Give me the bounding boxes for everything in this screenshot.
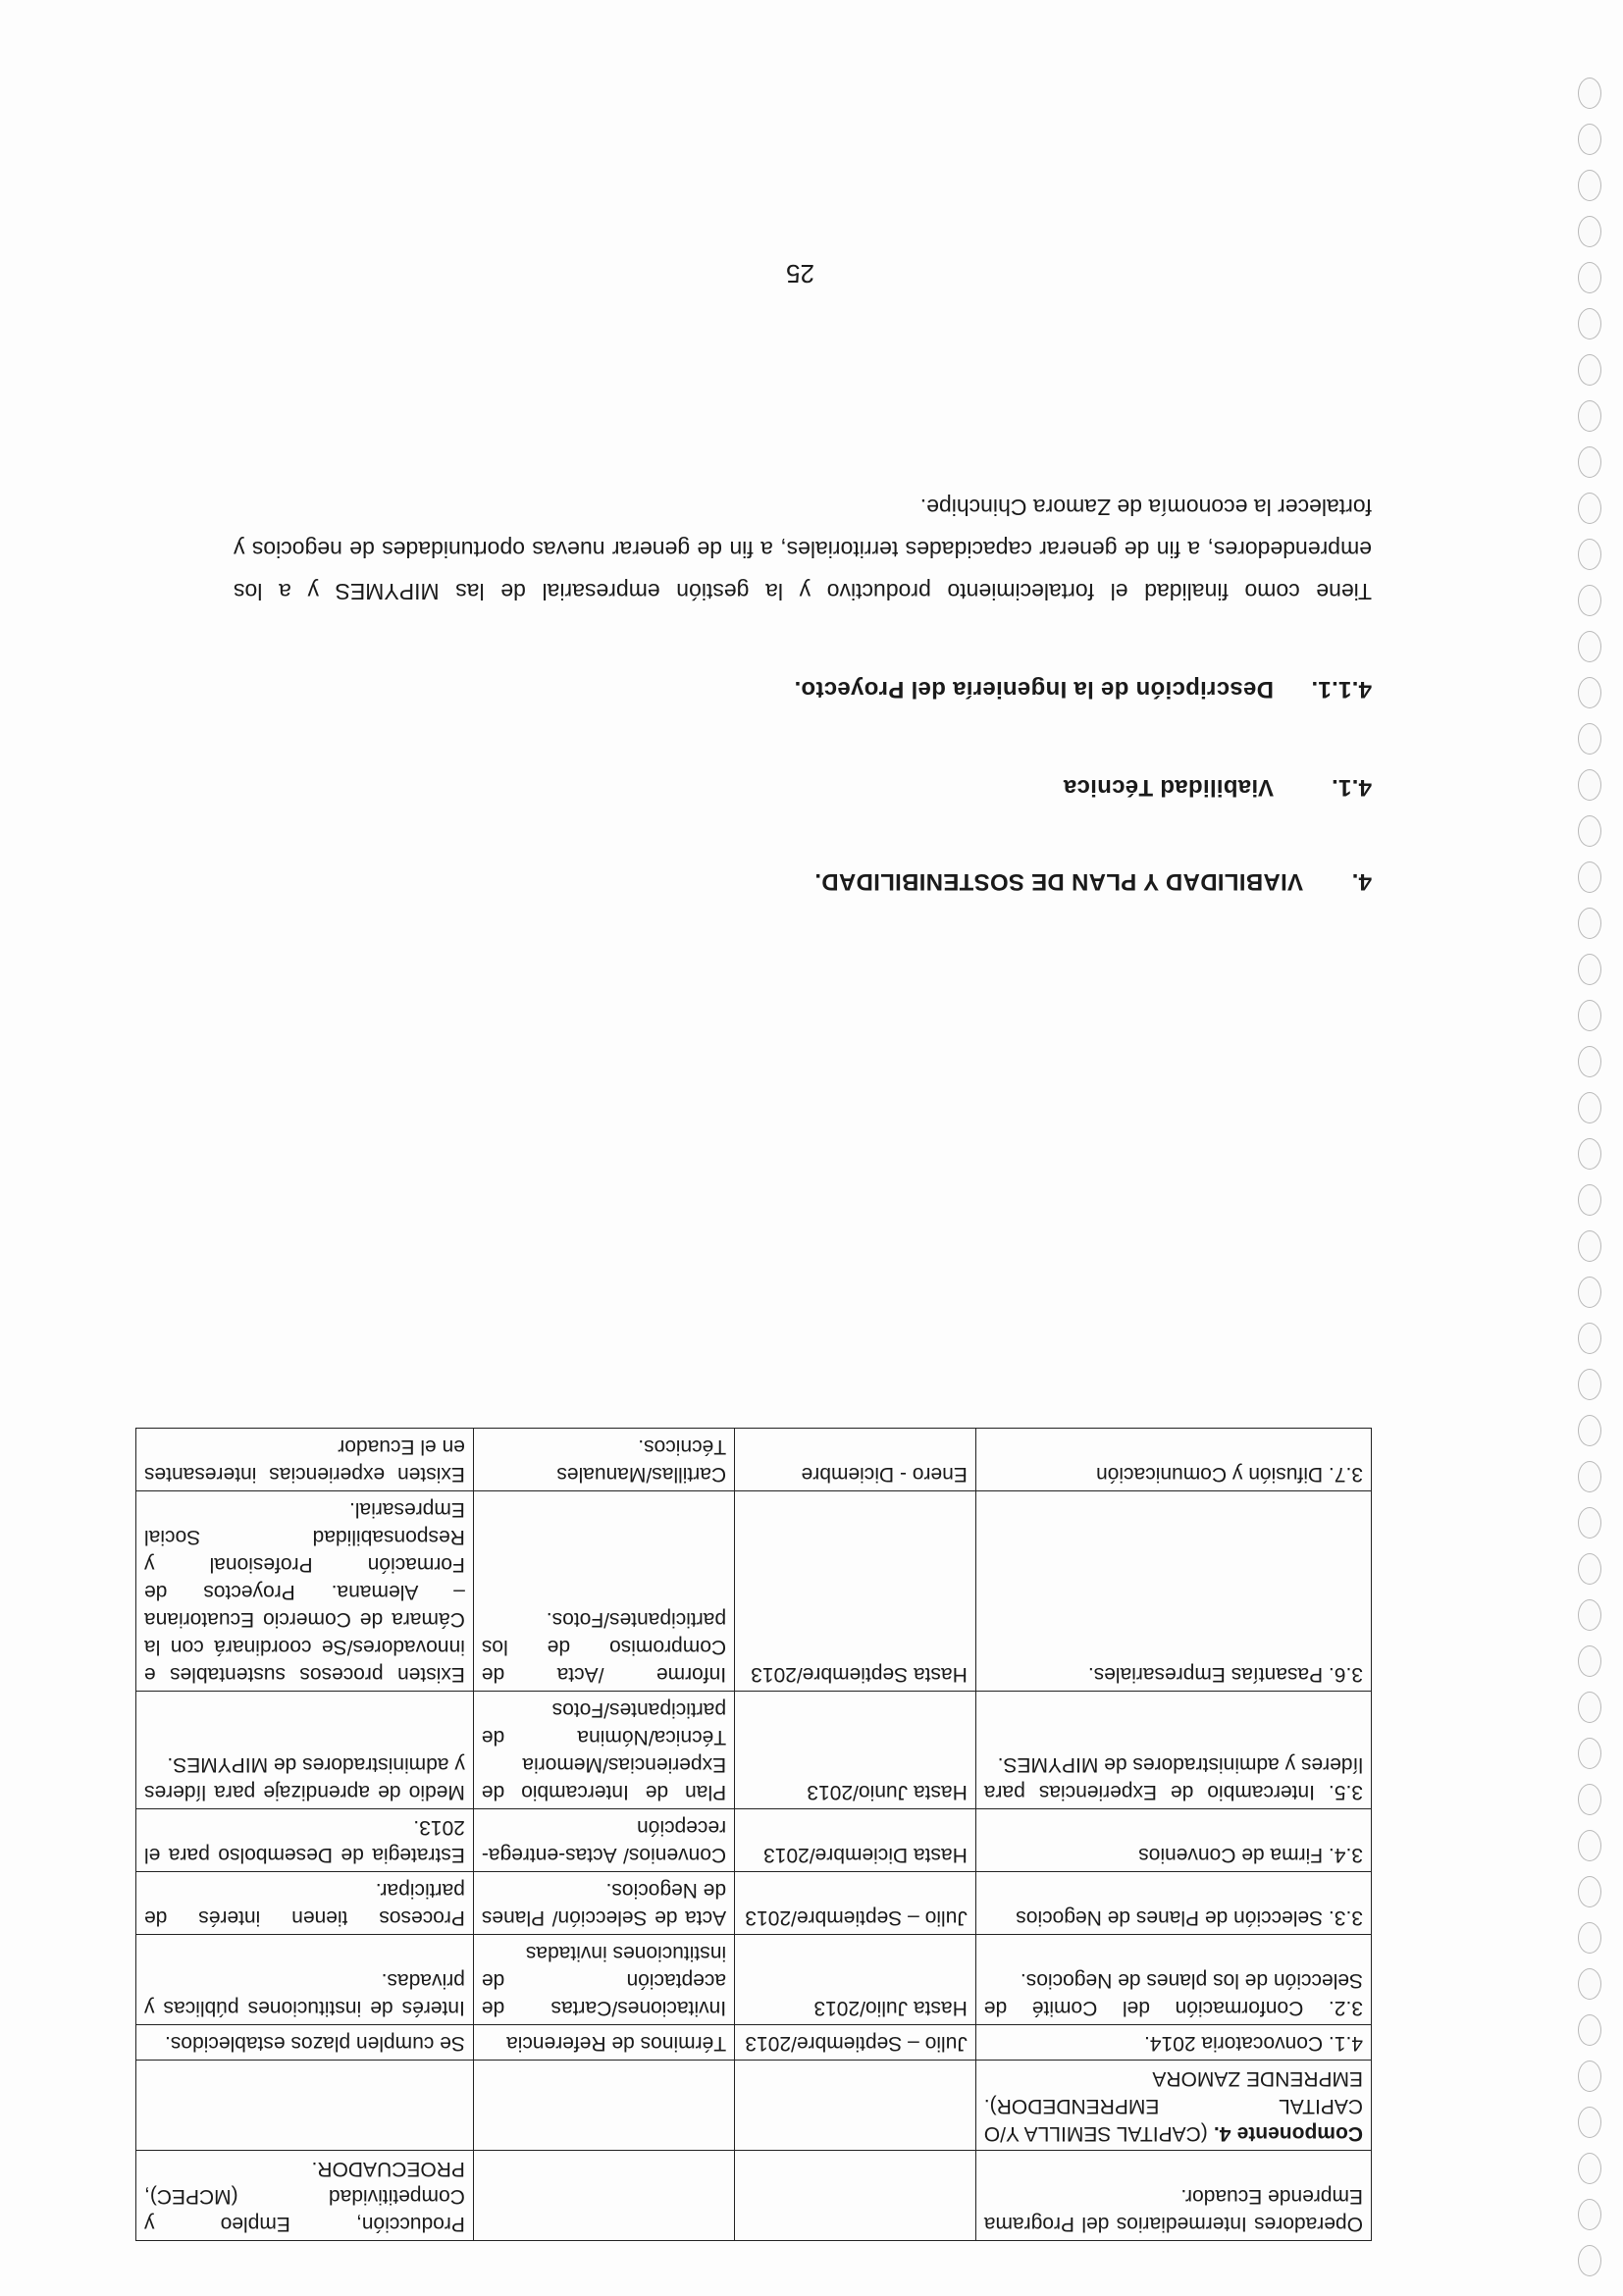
verification-cell: Informe /Acta de Compromiso de los participantes/Fotos. [473,1491,734,1692]
component-label: Componente 4. [1213,2122,1363,2145]
binder-hole [1578,1784,1601,1815]
activity-cell [975,1872,1371,1935]
table-row [136,1872,1372,1935]
period-cell: Hasta Diciembre/2013 [735,1809,976,1872]
binder-hole [1578,1277,1601,1308]
verification-cell: Cartillas/Manuales Técnicos. [473,1429,734,1491]
binder-hole [1578,1461,1601,1492]
activity-cell [975,1429,1371,1491]
binder-hole [1578,1645,1601,1677]
activity-cell [975,1935,1371,2025]
assumptions-cell: Medio de aprendizaje para líderes y administradores de MIPYMES. [136,1692,474,1809]
assumptions-cell: Producción, Empleo y Competitividad (MCPEC), PROECUADOR. [136,2151,474,2241]
binder-hole [1578,2153,1601,2184]
verification-cell: Términos de Referencia [473,2025,734,2061]
section-4-1-1-title: Descripción de la Ingeniería del Proyecto. [794,676,1274,703]
binder-hole [1578,493,1601,524]
binder-hole [1578,78,1601,109]
assumptions-cell: Procesos tienen interés de participar. [136,1872,474,1935]
assumptions-cell: Existen experiencias interesantes en el Ecuador [136,1429,474,1491]
binder-hole [1578,1323,1601,1354]
assumptions-cell [136,2061,474,2151]
binder-hole [1578,308,1601,339]
table-row [136,1692,1372,1809]
binder-hole [1578,170,1601,201]
activity-cell [975,2151,1371,2241]
binder-hole [1578,1738,1601,1769]
binder-hole [1578,1138,1601,1170]
binder-hole [1578,1415,1601,1446]
activity-text: Operadores Intermediarios del Programa Emprende Ecuador. [983,2185,1363,2235]
activity-cell [975,1809,1371,1872]
body-paragraph: Tiene como finalidad el fortalecimiento productivo y la gestión empresarial de las MIPYMES y a los emprendedores, a fin de generar capacidades territoriales, a fin de generar nuevas oportunidades de negocios y fortalecer la economía de Zamora Chinchipe. [234,495,1372,604]
period-cell: Julio – Septiembre/2013 [735,2025,976,2061]
binder-hole [1578,2014,1601,2046]
page-number: 25 [786,259,814,288]
binder-hole [1578,631,1601,662]
binder-hole [1578,446,1601,478]
binder-hole [1578,1507,1601,1539]
binder-hole [1578,2061,1601,2092]
binder-hole [1578,1922,1601,1954]
assumptions-cell: Interés de instituciones públicas y privadas. [136,1935,474,2025]
activity-cell [975,1692,1371,1809]
period-cell: Hasta Junio/2013 [735,1692,976,1809]
period-cell: Hasta Julio/2013 [735,1935,976,2025]
binder-hole [1578,1553,1601,1585]
binder-hole [1578,216,1601,247]
section-4-title: VIABILIDAD Y PLAN DE SOSTENIBILIDAD. [814,868,1303,895]
table-row [136,2025,1372,2061]
section-4-heading [814,867,1372,895]
binder-hole [1578,769,1601,801]
period-cell: Julio – Septiembre/2013 [735,1872,976,1935]
period-cell: Enero - Diciembre [735,1429,976,1491]
binder-hole [1578,815,1601,847]
period-cell [735,2151,976,2241]
table-row [136,1491,1372,1692]
section-4-1-heading [1064,773,1372,801]
verification-cell: Convenios/ Actas-entrega-recepción [473,1809,734,1872]
activity-cell [975,2025,1371,2061]
section-4-1-number: 4.1. [1331,774,1372,801]
section-4-1-1-heading [794,675,1372,703]
verification-cell: Acta de Selección/ Planes de Negocios. [473,1872,734,1935]
table-row [136,2061,1372,2151]
table-row [136,1809,1372,1872]
binder-hole [1578,1692,1601,1723]
activity-text: 3.2. Conformación del Comité de Selección de los planes de Negocios. [983,1969,1363,2019]
binder-hole [1578,908,1601,939]
binder-hole [1578,1092,1601,1123]
binder-hole [1578,1230,1601,1262]
activity-text: (CAPITAL SEMILLA Y/O CAPITAL EMPRENDEDOR). EMPRENDE ZAMORA [983,2067,1363,2145]
activity-cell [975,1491,1371,1692]
binder-hole [1578,861,1601,893]
activity-text: 4.1. Convocatoria 2014. [1144,2032,1363,2055]
binder-hole [1578,1000,1601,1031]
binder-hole [1578,1830,1601,1861]
verification-cell [473,2151,734,2241]
table-container [135,1428,1372,2241]
table-row [136,2151,1372,2241]
binder-hole [1578,124,1601,155]
section-4-number: 4. [1351,868,1372,895]
binder-hole [1578,1046,1601,1077]
section-4-1-title: Viabilidad Técnica [1063,774,1274,801]
binder-hole [1578,354,1601,386]
verification-cell [473,2061,734,2151]
assumptions-cell: Se cumplen plazos establecidos. [136,2025,474,2061]
period-cell [735,2061,976,2151]
table-row [136,1429,1372,1491]
binder-hole [1578,1876,1601,1907]
binder-hole [1578,1184,1601,1216]
section-4-1-1-number: 4.1.1. [1311,676,1372,703]
binder-hole [1578,2199,1601,2230]
binder-hole [1578,539,1601,570]
activities-table [135,1428,1372,2241]
activity-text: 3.6. Pasantías Empresariales. [1087,1663,1363,1686]
binder-hole [1578,1599,1601,1631]
assumptions-cell: Existen procesos sustentables e innovadores/Se coordinará con la Cámara de Comercio Ecuatoriana – Alemana. Proyectos de Formación Profesional y Responsabilidad Social Empresarial. [136,1491,474,1692]
binder-hole [1578,400,1601,432]
activity-text: 3.5. Intercambio de Experiencias para líderes y administradores de MIPYMES. [983,1753,1363,1803]
activity-text: 3.4. Firma de Convenios [1138,1844,1363,1866]
verification-cell: Invitaciones/Cartas de aceptación de instituciones invitadas [473,1935,734,2025]
binder-hole [1578,585,1601,616]
binder-hole [1578,723,1601,755]
binder-hole [1578,954,1601,985]
period-cell: Hasta Septiembre/2013 [735,1491,976,1692]
activity-text: 3.3. Selección de Planes de Negocios [1016,1906,1363,1929]
activity-cell [975,2061,1371,2151]
verification-cell: Plan de Intercambio de Experiencias/Memoria Técnica/Nómina de participantes/Fotos [473,1692,734,1809]
binder-hole [1578,262,1601,293]
activity-text: 3.7. Difusión y Comunicación [1096,1463,1363,1486]
binder-holes [1566,20,1605,2276]
binder-hole [1578,2245,1601,2276]
binder-hole [1578,1968,1601,2000]
table-row [136,1935,1372,2025]
binder-hole [1578,1369,1601,1400]
binder-hole [1578,2107,1601,2138]
assumptions-cell: Estrategia de Desembolso para el 2013. [136,1809,474,1872]
binder-hole [1578,677,1601,708]
